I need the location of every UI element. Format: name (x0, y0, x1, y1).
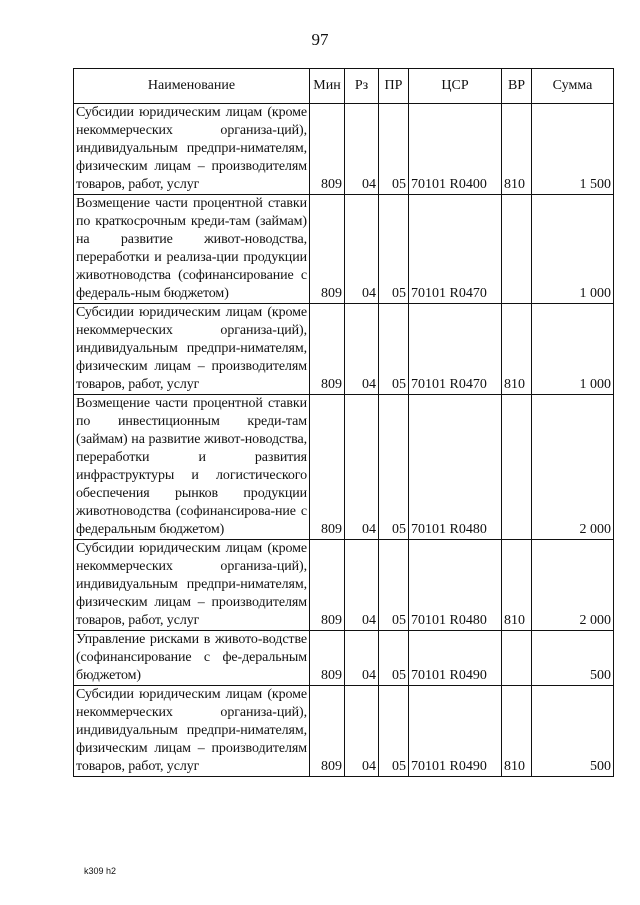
cell-vr: 810 (502, 104, 532, 195)
cell-vr: 810 (502, 304, 532, 395)
table-row (74, 395, 614, 540)
cell-sum: 500 (532, 686, 614, 777)
cell-rz: 04 (345, 395, 379, 540)
cell-name: Субсидии юридическим лицам (кроме некоммерческих организа-ций), индивидуальным предпри-нимателям, физическим лицам – производителям товаров, работ, услуг (74, 104, 310, 195)
cell-name: Управление рисками в живото-водстве (софинансирование с фе-деральным бюджетом) (74, 631, 310, 686)
cell-csr: 70101 R0480 (409, 395, 502, 540)
header-pr: ПР (379, 69, 409, 104)
cell-name: Возмещение части процентной ставки по краткосрочным креди-там (займам) на развитие живот-новодства, переработки и реализа-ции продукции животноводства (софинансирование с федераль-ным бюджетом) (74, 195, 310, 304)
cell-min: 809 (310, 631, 345, 686)
table-row (74, 195, 614, 304)
cell-sum: 2 000 (532, 540, 614, 631)
table-row (74, 686, 614, 777)
cell-rz: 04 (345, 540, 379, 631)
cell-vr: 810 (502, 540, 532, 631)
cell-csr: 70101 R0480 (409, 540, 502, 631)
cell-csr: 70101 R0470 (409, 304, 502, 395)
cell-sum: 1 000 (532, 195, 614, 304)
table-header-row (74, 69, 614, 104)
cell-rz: 04 (345, 631, 379, 686)
table-row (74, 104, 614, 195)
cell-csr: 70101 R0490 (409, 686, 502, 777)
header-rz: Рз (345, 69, 379, 104)
header-min: Мин (310, 69, 345, 104)
budget-table (73, 68, 614, 777)
cell-pr: 05 (379, 195, 409, 304)
cell-name: Субсидии юридическим лицам (кроме некоммерческих организа-ций), индивидуальным предпри-нимателям, физическим лицам – производителям товаров, работ, услуг (74, 304, 310, 395)
header-sum: Сумма (532, 69, 614, 104)
cell-pr: 05 (379, 104, 409, 195)
cell-name: Субсидии юридическим лицам (кроме некоммерческих организа-ций), индивидуальным предпри-нимателям, физическим лицам – производителям товаров, работ, услуг (74, 686, 310, 777)
cell-rz: 04 (345, 104, 379, 195)
header-vr: ВР (502, 69, 532, 104)
table-row (74, 304, 614, 395)
cell-vr (502, 631, 532, 686)
cell-pr: 05 (379, 631, 409, 686)
cell-csr: 70101 R0490 (409, 631, 502, 686)
cell-min: 809 (310, 686, 345, 777)
cell-sum: 500 (532, 631, 614, 686)
cell-pr: 05 (379, 540, 409, 631)
table-row (74, 540, 614, 631)
cell-rz: 04 (345, 304, 379, 395)
cell-vr (502, 395, 532, 540)
header-csr: ЦСР (409, 69, 502, 104)
cell-rz: 04 (345, 195, 379, 304)
cell-csr: 70101 R0470 (409, 195, 502, 304)
cell-pr: 05 (379, 395, 409, 540)
header-name: Наименование (74, 69, 310, 104)
cell-name: Возмещение части процентной ставки по инвестиционным креди-там (займам) на развитие живот-новодства, переработки и развития инфраструктуры и логистического обеспечения рынков продукции животноводства (софинансирова-ние с федеральным бюджетом) (74, 395, 310, 540)
document-code: k309 h2 (84, 866, 117, 876)
cell-sum: 2 000 (532, 395, 614, 540)
cell-sum: 1 000 (532, 304, 614, 395)
cell-rz: 04 (345, 686, 379, 777)
cell-pr: 05 (379, 686, 409, 777)
cell-csr: 70101 R0400 (409, 104, 502, 195)
cell-name: Субсидии юридическим лицам (кроме некоммерческих организа-ций), индивидуальным предпри-нимателям, физическим лицам – производителям товаров, работ, услуг (74, 540, 310, 631)
cell-sum: 1 500 (532, 104, 614, 195)
cell-min: 809 (310, 540, 345, 631)
table-row (74, 631, 614, 686)
cell-vr: 810 (502, 686, 532, 777)
page-number: 97 (311, 30, 329, 49)
cell-min: 809 (310, 304, 345, 395)
cell-min: 809 (310, 104, 345, 195)
cell-min: 809 (310, 395, 345, 540)
cell-pr: 05 (379, 304, 409, 395)
cell-min: 809 (310, 195, 345, 304)
cell-vr (502, 195, 532, 304)
